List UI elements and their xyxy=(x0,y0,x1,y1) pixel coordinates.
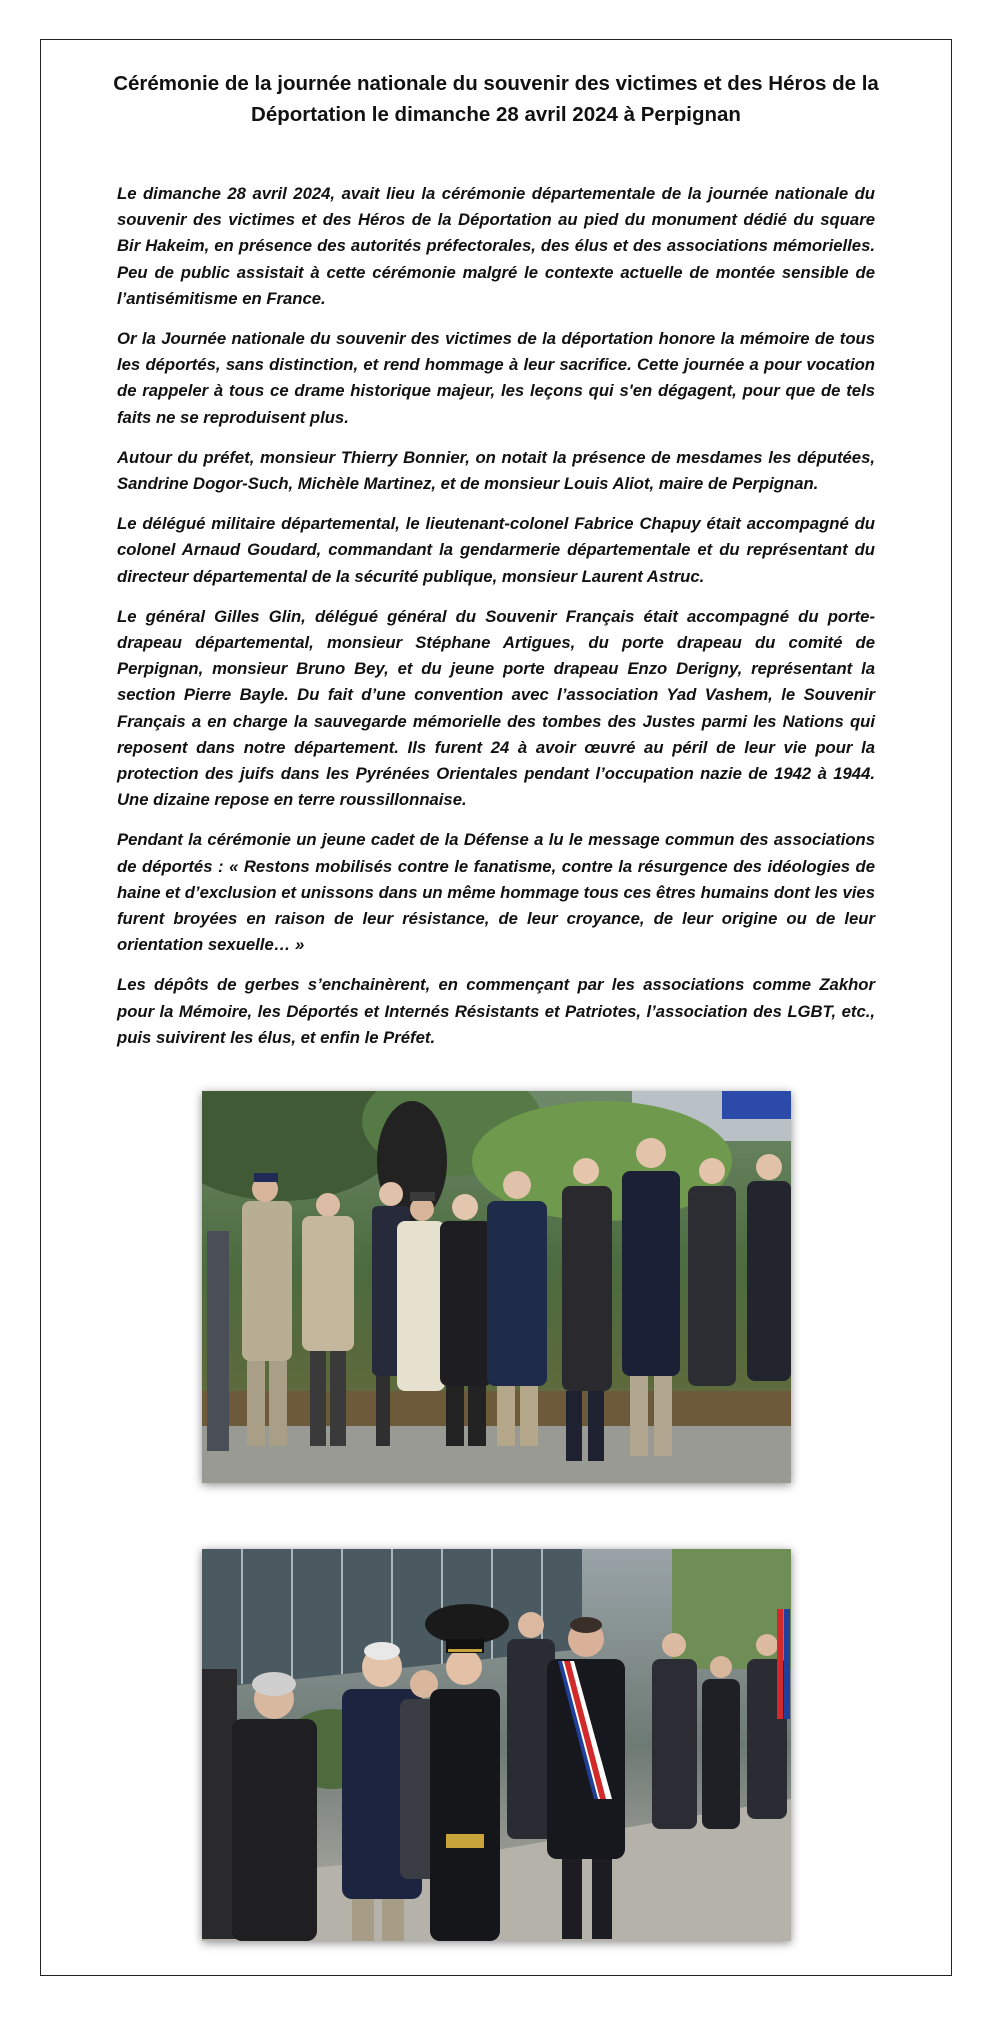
paragraph-3: Autour du préfet, monsieur Thierry Bonnier, on notait la présence de mesdames les députées, Sandrine Dogor-Such, Michèle Martinez, et de monsieur Louis Aliot, maire de Perpignan. xyxy=(117,447,875,494)
paragraph-2: Or la Journée nationale du souvenir des victimes de la déportation honore la mémoire de tous les déportés, sans distinction, et rend hommage à leur sacrifice. Cette journée a pour vocation de rappeler à tous ce drame historique majeur, les leçons qui s'en dégagent, pour que de tels faits ne se reproduisent plus. xyxy=(117,329,875,427)
page-title: Cérémonie de la journée nationale du souvenir des victimes et des Héros de la Déportation le dimanche 28 avril 2024 à Perpignan xyxy=(113,72,879,126)
paragraph-6: Pendant la cérémonie un jeune cadet de la Défense a lu le message commun des associations de déportés : « Restons mobilisés contre le fanatisme, contre la résurgence des idéologies de haine et d’exclusion et unissons dans un même hommage tous ces êtres humains dont les vies furent broyées en raison de leur résistance, de leur croyance, de leur origine ou de leur orientation sexuelle… » xyxy=(117,830,875,955)
paragraph-4: Le délégué militaire départemental, le lieutenant-colonel Fabrice Chapuy était accompagné du colonel Arnaud Goudard, commandant la gendarmerie départementale et du représentant du directeur départemental de la sécurité publique, monsieur Laurent Astruc. xyxy=(117,514,875,586)
article-body xyxy=(117,181,875,1065)
ceremony-photo-2 xyxy=(202,1549,791,1941)
paragraph-5: Le général Gilles Glin, délégué général du Souvenir Français était accompagné du porte-drapeau départemental, monsieur Stéphane Artigues, du porte drapeau du comité de Perpignan, monsieur Bruno Bey, et du jeune porte drapeau Enzo Derigny, représentant la section Pierre Bayle. Du fait d’une convention avec l’association Yad Vashem, le Souvenir Français a en charge la sauvegarde mémorielle des tombes des Justes parmi les Nations qui reposent dans notre département. Ils furent 24 à avoir œuvré au péril de leur vie pour la protection des juifs dans les Pyrénées Orientales pendant l’occupation nazie de 1942 à 1944. Une dizaine repose en terre roussillonnaise. xyxy=(117,606,875,810)
paragraph-7: Les dépôts de gerbes s’enchainèrent, en commençant par les associations comme Zakhor pour la Mémoire, les Déportés et Internés Résistants et Patriotes, l’association des LGBT, etc., puis suivirent les élus, et enfin le Préfet. xyxy=(117,975,875,1047)
paragraph-1: Le dimanche 28 avril 2024, avait lieu la cérémonie départementale de la journée nationale du souvenir des victimes et des Héros de la Déportation au pied du monument dédié du square Bir Hakeim, en présence des autorités préfectorales, des élus et des associations mémorielles. Peu de public assistait à cette cérémonie malgré le contexte actuelle de montée sensible de l’antisémitisme en France. xyxy=(117,184,875,308)
ceremony-photo-1 xyxy=(202,1091,791,1483)
